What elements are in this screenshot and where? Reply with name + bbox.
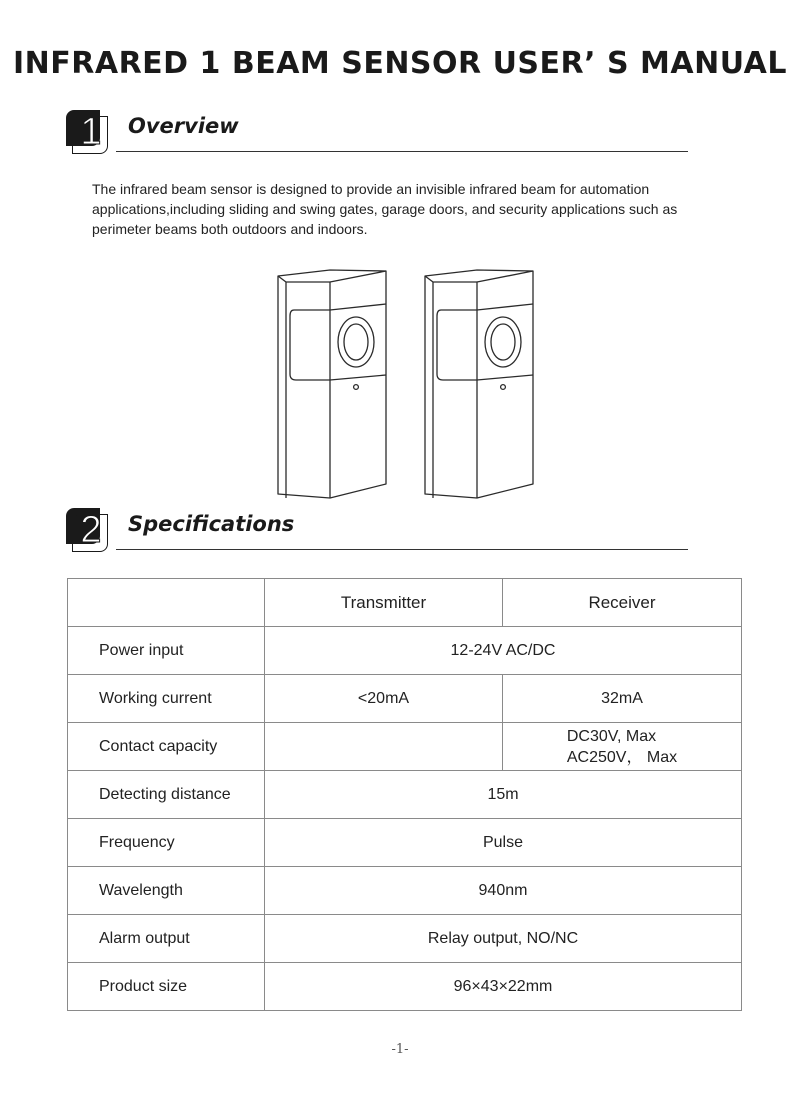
table-row [68, 819, 742, 867]
row-label: Contact capacity [68, 723, 265, 771]
row-label: Alarm output [68, 915, 265, 963]
section-divider [116, 549, 688, 550]
section-number-badge [66, 508, 106, 551]
row-value: 15m [265, 771, 742, 819]
row-label: Wavelength [68, 867, 265, 915]
transmitter-value: <20mA [265, 675, 503, 723]
sensor-unit-right [425, 270, 533, 498]
section-number: 2 [80, 509, 102, 551]
receiver-value [503, 723, 742, 771]
row-value: 940nm [265, 867, 742, 915]
overview-paragraph: The infrared beam sensor is designed to provide an invisible infrared beam for automation applications,including sliding and swing gates, garage doors, and security applications such as perimeter beams both outdoors and indoors. [92, 181, 678, 237]
table-row [68, 675, 742, 723]
section-heading-overview [66, 110, 688, 156]
transmitter-value [265, 723, 503, 771]
manual-title: INFRARED 1 BEAM SENSOR USER’ S MANUAL [13, 46, 787, 81]
section-number: 1 [80, 111, 102, 153]
table-row [68, 627, 742, 675]
row-label: Working current [68, 675, 265, 723]
section-title: Overview [128, 114, 239, 138]
header-cell-transmitter: Transmitter [265, 579, 503, 627]
section-number-badge [66, 110, 106, 153]
sensor-illustration [268, 262, 558, 508]
table-header-row [68, 579, 742, 627]
table-row [68, 963, 742, 1011]
sensor-unit-left [278, 270, 386, 498]
row-label: Detecting distance [68, 771, 265, 819]
row-label: Power input [68, 627, 265, 675]
receiver-value: 32mA [503, 675, 742, 723]
section-heading-specifications [66, 508, 688, 554]
table-row [68, 915, 742, 963]
section-title: Specifications [128, 512, 295, 536]
table-row [68, 771, 742, 819]
row-value: 96×43×22mm [265, 963, 742, 1011]
row-value: 12-24V AC/DC [265, 627, 742, 675]
header-cell-receiver: Receiver [503, 579, 742, 627]
row-value: Pulse [265, 819, 742, 867]
table-row [68, 867, 742, 915]
contact-capacity-dc: DC30V, Max [566, 727, 657, 745]
contact-capacity-ac: AC250V， Max [566, 748, 678, 766]
table-row [68, 723, 742, 771]
section-divider [116, 151, 688, 152]
page-number: -1- [391, 1042, 409, 1057]
specifications-table [67, 578, 742, 1011]
row-value: Relay output, NO/NC [265, 915, 742, 963]
row-label: Product size [68, 963, 265, 1011]
header-cell-empty [68, 579, 265, 627]
row-label: Frequency [68, 819, 265, 867]
